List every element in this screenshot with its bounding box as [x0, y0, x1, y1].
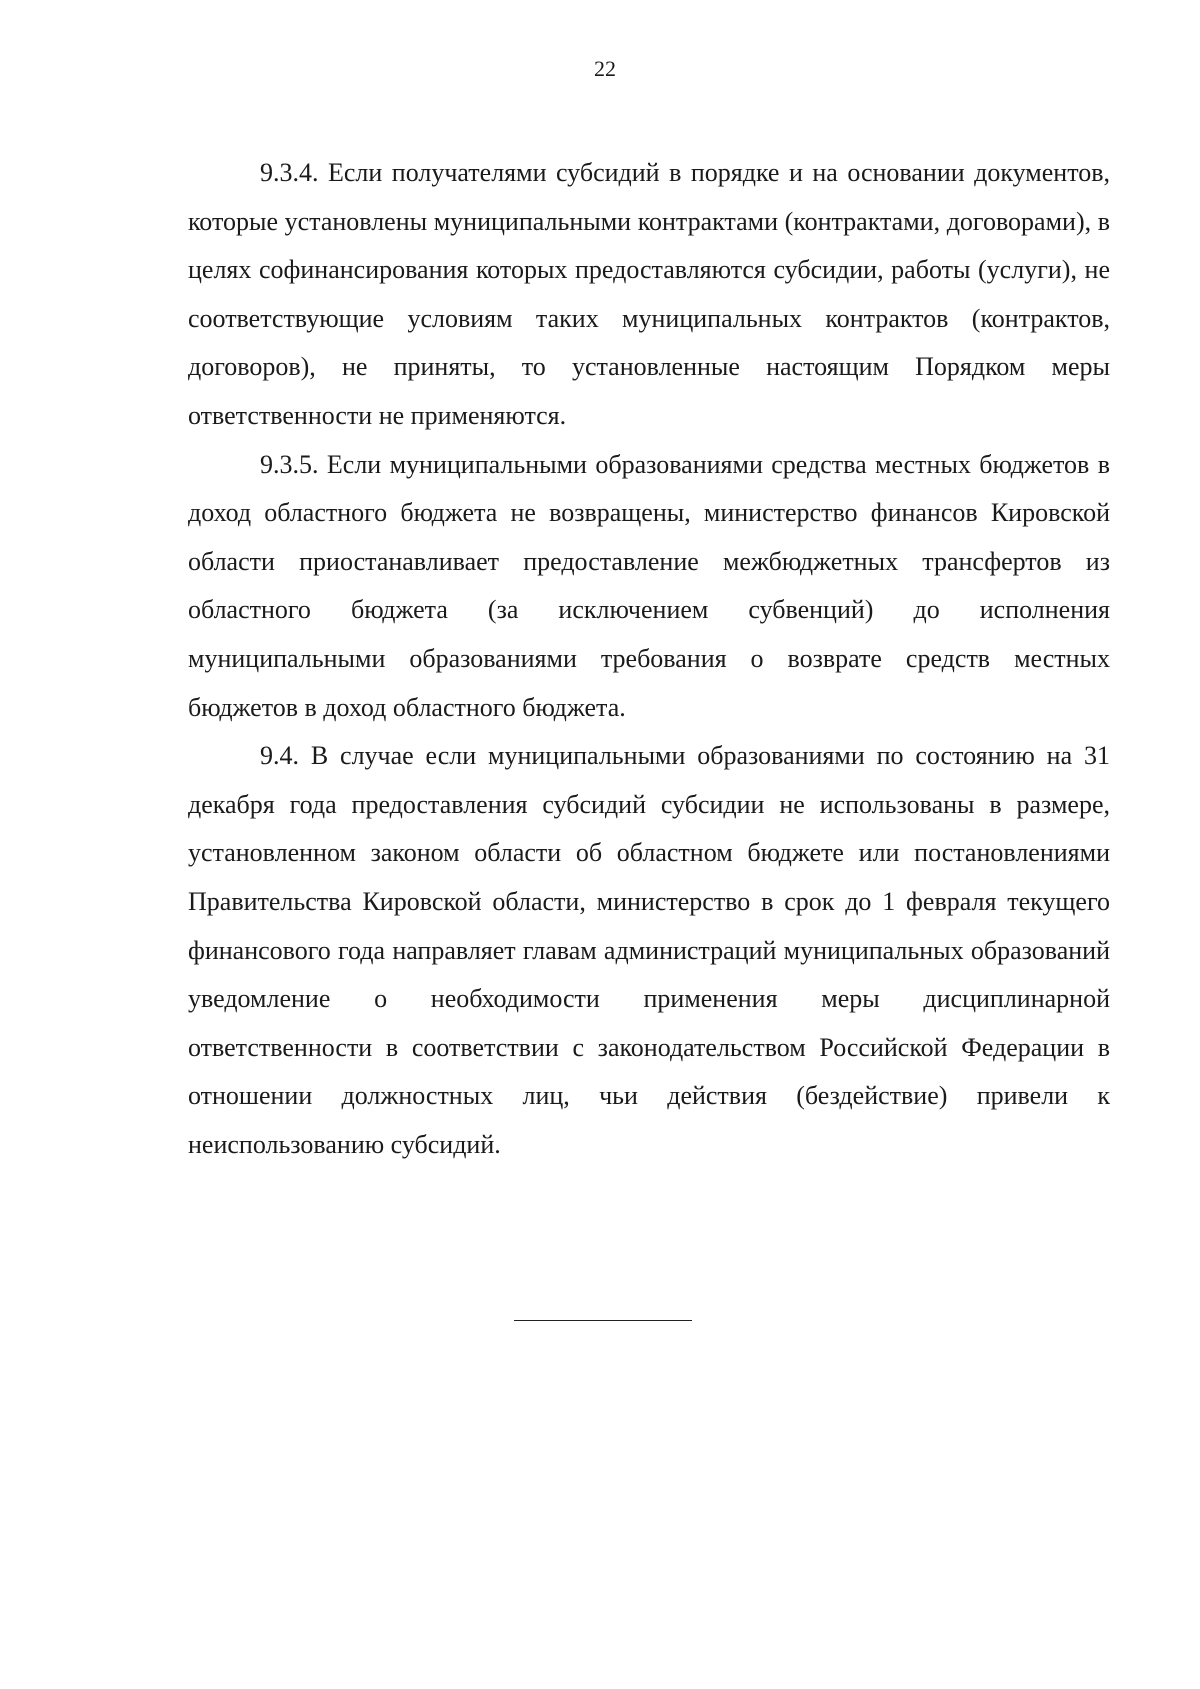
paragraph-9-3-4: 9.3.4. Если получателями субсидий в порядке и на основании документов, которые установлены муниципальными контрактами (контрактами, договорами), в целях софинансирования которых предоставляются субсидии, работы (услуги), не соответствующие условиям таких муниципальных контрактов (контрактов, договоров), не приняты, то установленные настоящим Порядком меры ответственности не применяются. — [188, 158, 1110, 430]
document-body — [188, 149, 1110, 1169]
paragraph-9-4: 9.4. В случае если муниципальными образованиями по состоянию на 31 декабря года предоставления субсидий субсидии не использованы в размере, установленном законом области об областном бюджете или постановлениями Правительства Кировской области, министерство в срок до 1 февраля текущего финансового года направляет главам администраций муниципальных образований уведомление о необходимости применения меры дисциплинарной ответственности в соответствии с законодательством Российской Федерации в отношении должностных лиц, чьи действия (бездействие) привели к неиспользованию субсидий. — [188, 741, 1110, 1159]
page-number: 22 — [594, 56, 616, 81]
end-of-document-rule — [514, 1320, 692, 1321]
paragraph-9-3-5: 9.3.5. Если муниципальными образованиями средства местных бюджетов в доход областного бюджета не возвращены, министерство финансов Кировской области приостанавливает предоставление межбюджетных трансфертов из областного бюджета (за исключением субвенций) до исполнения муниципальными образованиями требования о возврате средств местных бюджетов в доход областного бюджета. — [188, 449, 1110, 722]
